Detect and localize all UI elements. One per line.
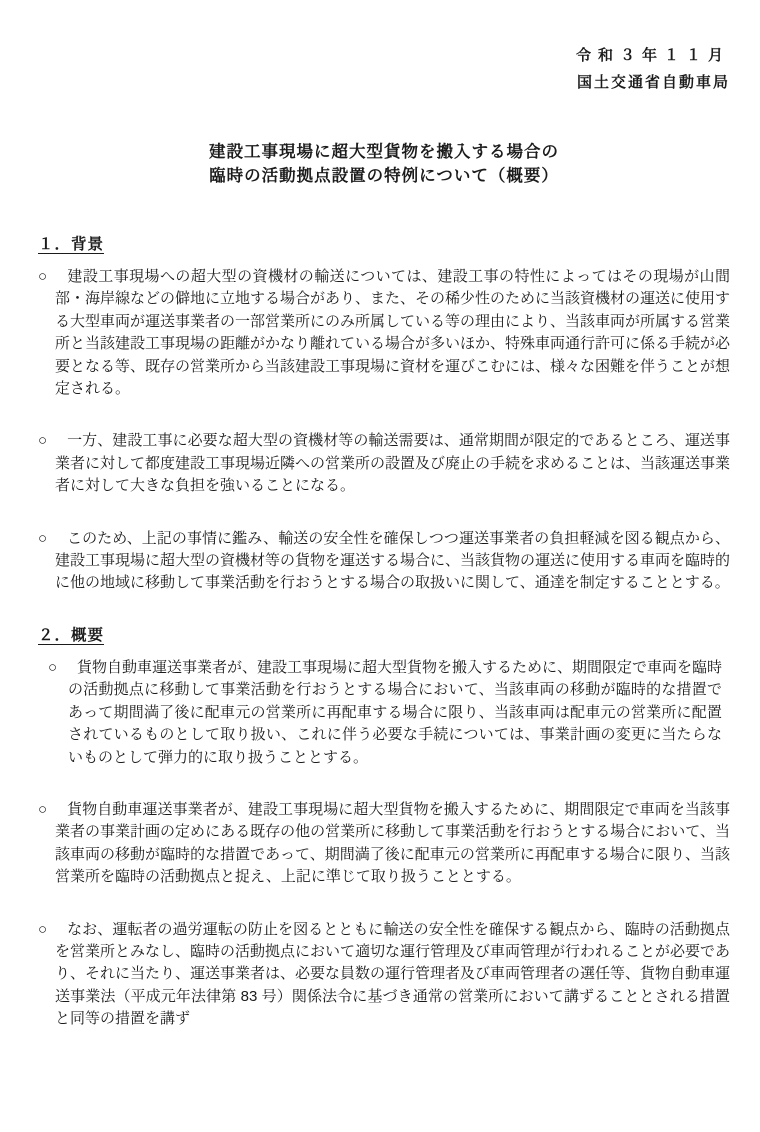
overview-paragraph-2 [38, 799, 730, 889]
paragraph-text: 貨物自動車運送事業者が、建設工事現場に超大型貨物を搬入するために、期間限定で車両を当該事業者の事業計画の定めにある既存の他の営業所に移動して事業活動を行おうとする場合において、当該車両の移動が臨時的な措置であって、期間満了後に配車元の営業所に再配車する場合に限り、当該営業所を臨時の活動拠点と捉え、上記に準じて取り扱うこととする。 [55, 800, 730, 886]
section-overview [38, 625, 730, 1031]
paragraph-text: なお、運転者の過労運転の防止を図るとともに輸送の安全性を確保する観点から、臨時の活動拠点を営業所とみなし、臨時の活動拠点において適切な運行管理及び車両管理が行われることが必要であり、それに当たり、運送事業者は、必要な員数の運行管理者及び車両管理者の選任等、貨物自動車運送事業法（平成元年法律第 83 号）関係法令に基づき通常の営業所において講ずることとされる措置と同等の措置を講ず [55, 920, 731, 1028]
overview-paragraph-3 [38, 919, 731, 1031]
paragraph-text: このため、上記の事情に鑑み、輸送の安全性を確保しつつ運送事業者の負担軽減を図る観点から、建設工事現場に超大型の資機材等の貨物を運送する場合に、当該貨物の運送に使用する車両を臨時的に他の地域に移動して事業活動を行おうとする場合の取扱いに関して、通達を制定することとする。 [55, 529, 731, 592]
bullet-marker: ○ [38, 432, 48, 450]
background-paragraph-1 [38, 266, 731, 400]
title-line-1: 建設工事現場に超大型貨物を搬入する場合の [209, 143, 559, 161]
document-title [38, 140, 730, 188]
document-header [38, 42, 730, 96]
section-background-heading: １．背景 [38, 236, 105, 253]
bullet-marker: ○ [48, 658, 58, 676]
section-background [38, 234, 730, 595]
bullet-marker: ○ [38, 268, 48, 285]
overview-paragraph-1 [48, 657, 723, 769]
background-paragraph-3 [38, 528, 731, 595]
paragraph-text: 建設工事現場への超大型の資機材の輸送については、建設工事の特性によってはその現場が山間部・海岸線などの僻地に立地する場合があり、また、その稀少性のために当該資機材の運送に使用する大型車両が運送事業者の一部営業所にのみ所属している等の理由により、当該車両が所属する営業所と当該建設工事現場の距離がかなり離れている場合が多いほか、特殊車両通行許可に係る手続が必要となる等、既存の営業所から当該建設工事現場に資材を運びこむには、様々な困難を伴うことが想定される。 [55, 268, 731, 398]
paragraph-text: 貨物自動車運送事業者が、建設工事現場に超大型貨物を搬入するために、期間限定で車両を臨時の活動拠点に移動して事業活動を行おうとする場合において、当該車両の移動が臨時的な措置であって期間満了後に配車元の営業所に再配車する場合に限り、当該車両は配車元の営業所に配置されているものとして取り扱い、これに伴う必要な手続については、事業計画の変更に当たらないものとして弾力的に取り扱うこととする。 [68, 658, 723, 766]
title-line-2: 臨時の活動拠点設置の特例について（概要） [209, 167, 559, 185]
bullet-marker: ○ [38, 920, 48, 938]
paragraph-text: 一方、建設工事に必要な超大型の資機材等の輸送需要は、通常期間が限定的であるところ、運送事業者に対して都度建設工事現場近隣への営業所の設置及び廃止の手続を求めることは、当該運送事業者に対して大きな負担を強いることになる。 [55, 432, 731, 495]
section-overview-heading: ２．概要 [38, 626, 105, 644]
bullet-marker: ○ [38, 800, 48, 818]
header-date: 令和３年１１月 [575, 47, 730, 64]
bullet-marker: ○ [38, 529, 48, 547]
background-paragraph-2 [38, 430, 731, 497]
header-organization: 国土交通省自動車局 [576, 74, 730, 91]
